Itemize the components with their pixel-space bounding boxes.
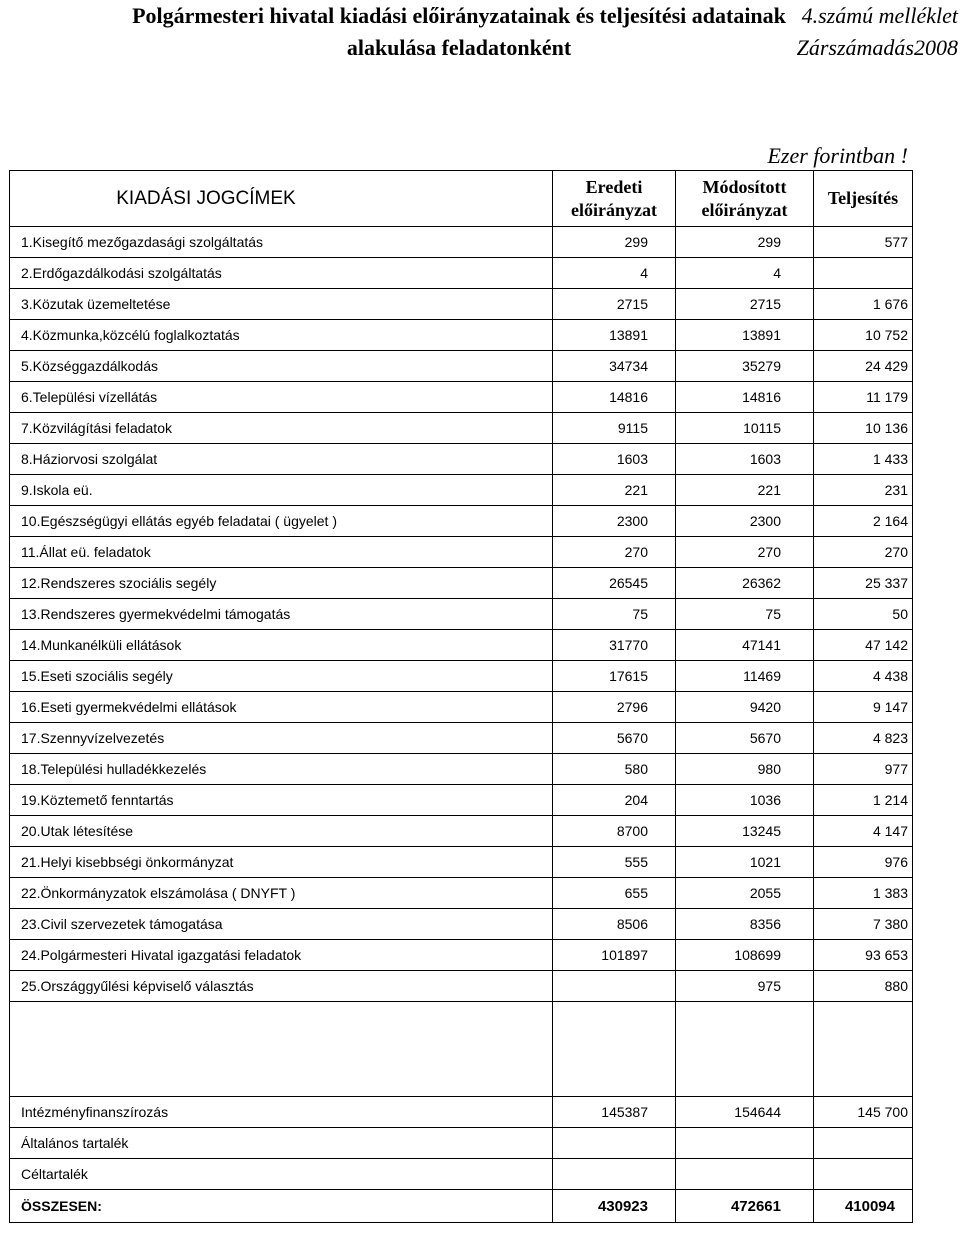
row-name: 2.Erdőgazdálkodási szolgáltatás	[10, 258, 553, 289]
blank-cell	[553, 1002, 676, 1097]
row-modified: 2715	[676, 289, 814, 320]
row-original: 8506	[553, 909, 676, 940]
row-name: 23.Civil szervezetek támogatása	[10, 909, 553, 940]
row-actual: 4 438	[814, 661, 913, 692]
row-name: 9.Iskola eü.	[10, 475, 553, 506]
table-row	[10, 227, 913, 258]
currency-note: Ezer forintban !	[767, 143, 908, 168]
row-original: 2300	[553, 506, 676, 537]
row-name: Intézményfinanszírozás	[10, 1097, 553, 1128]
table-row	[10, 599, 913, 630]
row-actual	[814, 1128, 913, 1159]
row-name: ÖSSZESEN:	[10, 1190, 553, 1223]
row-actual: 976	[814, 847, 913, 878]
row-original: 8700	[553, 816, 676, 847]
table-row	[10, 258, 913, 289]
row-name: 4.Közmunka,közcélú foglalkoztatás	[10, 320, 553, 351]
row-actual: 10 136	[814, 413, 913, 444]
row-actual: 10 752	[814, 320, 913, 351]
table-row	[10, 289, 913, 320]
row-original: 101897	[553, 940, 676, 971]
table-row	[10, 475, 913, 506]
row-original: 5670	[553, 723, 676, 754]
blank-row	[10, 1002, 913, 1097]
row-original: 580	[553, 754, 676, 785]
row-actual: 231	[814, 475, 913, 506]
row-original: 34734	[553, 351, 676, 382]
table-row	[10, 1190, 913, 1223]
row-original: 299	[553, 227, 676, 258]
row-name: 10.Egészségügyi ellátás egyéb feladatai ( ügyelet )	[10, 506, 553, 537]
row-original	[553, 1159, 676, 1190]
row-actual: 25 337	[814, 568, 913, 599]
table-body	[10, 227, 913, 1223]
row-original: 17615	[553, 661, 676, 692]
row-actual: 410094	[814, 1190, 913, 1223]
row-name: 20.Utak létesítése	[10, 816, 553, 847]
row-name: 8.Háziorvosi szolgálat	[10, 444, 553, 475]
table-row	[10, 816, 913, 847]
row-original: 204	[553, 785, 676, 816]
row-name: 22.Önkormányzatok elszámolása ( DNYFT )	[10, 878, 553, 909]
row-actual	[814, 1159, 913, 1190]
row-actual: 1 433	[814, 444, 913, 475]
row-modified: 154644	[676, 1097, 814, 1128]
row-name: 25.Országgyűlési képviselő választás	[10, 971, 553, 1002]
row-original: 31770	[553, 630, 676, 661]
row-actual: 47 142	[814, 630, 913, 661]
row-name: 16.Eseti gyermekvédelmi ellátások	[10, 692, 553, 723]
table-row	[10, 1159, 913, 1190]
row-actual: 977	[814, 754, 913, 785]
row-actual: 1 383	[814, 878, 913, 909]
table-row	[10, 785, 913, 816]
table-row	[10, 568, 913, 599]
table-row	[10, 847, 913, 878]
table-row	[10, 909, 913, 940]
row-original: 4	[553, 258, 676, 289]
row-actual: 270	[814, 537, 913, 568]
row-modified: 9420	[676, 692, 814, 723]
row-modified: 975	[676, 971, 814, 1002]
row-name: 24.Polgármesteri Hivatal igazgatási feladatok	[10, 940, 553, 971]
row-original: 75	[553, 599, 676, 630]
row-modified	[676, 1159, 814, 1190]
table-row	[10, 537, 913, 568]
row-modified: 221	[676, 475, 814, 506]
column-header-original: Eredeti előirányzat	[553, 171, 676, 227]
row-modified: 472661	[676, 1190, 814, 1223]
row-name: 15.Eseti szociális segély	[10, 661, 553, 692]
row-modified: 299	[676, 227, 814, 258]
row-actual: 93 653	[814, 940, 913, 971]
row-modified: 10115	[676, 413, 814, 444]
table-row	[10, 754, 913, 785]
row-name: 5.Községgazdálkodás	[10, 351, 553, 382]
table-row	[10, 692, 913, 723]
row-modified: 1603	[676, 444, 814, 475]
row-modified: 5670	[676, 723, 814, 754]
table-row	[10, 661, 913, 692]
column-header-modified: Módosított előirányzat	[676, 171, 814, 227]
row-modified: 47141	[676, 630, 814, 661]
row-original: 1603	[553, 444, 676, 475]
row-original: 26545	[553, 568, 676, 599]
blank-cell	[10, 1002, 553, 1097]
row-actual: 9 147	[814, 692, 913, 723]
row-name: Általános tartalék	[10, 1128, 553, 1159]
table-row	[10, 940, 913, 971]
row-name: 19.Köztemető fenntartás	[10, 785, 553, 816]
row-actual: 145 700	[814, 1097, 913, 1128]
table-header-row	[10, 171, 913, 227]
row-actual: 50	[814, 599, 913, 630]
row-modified: 14816	[676, 382, 814, 413]
title-line-2: alakulása feladatonként	[346, 35, 572, 60]
row-modified: 980	[676, 754, 814, 785]
row-name: 18.Települési hulladékkezelés	[10, 754, 553, 785]
table-row	[10, 723, 913, 754]
row-actual: 1 676	[814, 289, 913, 320]
row-actual: 1 214	[814, 785, 913, 816]
row-name: 12.Rendszeres szociális segély	[10, 568, 553, 599]
row-original: 655	[553, 878, 676, 909]
table-row	[10, 382, 913, 413]
row-original: 13891	[553, 320, 676, 351]
row-modified: 108699	[676, 940, 814, 971]
title-line-1: Polgármesteri hivatal kiadási előirányzatainak és teljesítési adatainak	[132, 3, 786, 28]
row-modified: 13245	[676, 816, 814, 847]
row-actual: 11 179	[814, 382, 913, 413]
row-modified: 270	[676, 537, 814, 568]
column-header-actual: Teljesítés	[814, 171, 913, 227]
table-row	[10, 506, 913, 537]
row-original: 2715	[553, 289, 676, 320]
row-original	[553, 971, 676, 1002]
table-row	[10, 630, 913, 661]
row-actual: 4 147	[814, 816, 913, 847]
row-original: 9115	[553, 413, 676, 444]
row-name: Céltartalék	[10, 1159, 553, 1190]
row-name: 11.Állat eü. feladatok	[10, 537, 553, 568]
column-header-category: KIADÁSI JOGCÍMEK	[10, 171, 553, 227]
row-original: 2796	[553, 692, 676, 723]
row-actual: 2 164	[814, 506, 913, 537]
table-row	[10, 351, 913, 382]
row-actual: 880	[814, 971, 913, 1002]
row-actual: 4 823	[814, 723, 913, 754]
row-modified: 2055	[676, 878, 814, 909]
row-name: 17.Szennyvízelvezetés	[10, 723, 553, 754]
row-modified: 8356	[676, 909, 814, 940]
table-row	[10, 878, 913, 909]
row-original: 221	[553, 475, 676, 506]
page-title	[106, 0, 812, 64]
row-name: 13.Rendszeres gyermekvédelmi támogatás	[10, 599, 553, 630]
expenditure-table	[9, 170, 913, 1223]
row-original: 555	[553, 847, 676, 878]
row-actual: 7 380	[814, 909, 913, 940]
row-actual	[814, 258, 913, 289]
table-row	[10, 1097, 913, 1128]
row-name: 7.Közvilágítási feladatok	[10, 413, 553, 444]
row-original	[553, 1128, 676, 1159]
row-original: 430923	[553, 1190, 676, 1223]
annex-header	[797, 0, 958, 64]
table-row	[10, 1128, 913, 1159]
row-name: 21.Helyi kisebbségi önkormányzat	[10, 847, 553, 878]
row-modified: 4	[676, 258, 814, 289]
row-original: 14816	[553, 382, 676, 413]
table-row	[10, 971, 913, 1002]
row-modified: 26362	[676, 568, 814, 599]
row-modified: 1036	[676, 785, 814, 816]
row-name: 6.Települési vízellátás	[10, 382, 553, 413]
table-row	[10, 413, 913, 444]
row-actual: 24 429	[814, 351, 913, 382]
row-name: 3.Közutak üzemeltetése	[10, 289, 553, 320]
row-modified: 1021	[676, 847, 814, 878]
blank-cell	[814, 1002, 913, 1097]
row-original: 270	[553, 537, 676, 568]
blank-cell	[676, 1002, 814, 1097]
row-modified: 35279	[676, 351, 814, 382]
row-original: 145387	[553, 1097, 676, 1128]
closing-label: Zárszámadás2008	[796, 35, 958, 60]
row-modified: 11469	[676, 661, 814, 692]
row-modified: 13891	[676, 320, 814, 351]
row-actual: 577	[814, 227, 913, 258]
row-name: 1.Kisegítő mezőgazdasági szolgáltatás	[10, 227, 553, 258]
row-modified: 75	[676, 599, 814, 630]
row-name: 14.Munkanélküli ellátások	[10, 630, 553, 661]
row-modified	[676, 1128, 814, 1159]
table-row	[10, 320, 913, 351]
table-row	[10, 444, 913, 475]
annex-label: 4.számú melléklet	[801, 3, 958, 28]
row-modified: 2300	[676, 506, 814, 537]
